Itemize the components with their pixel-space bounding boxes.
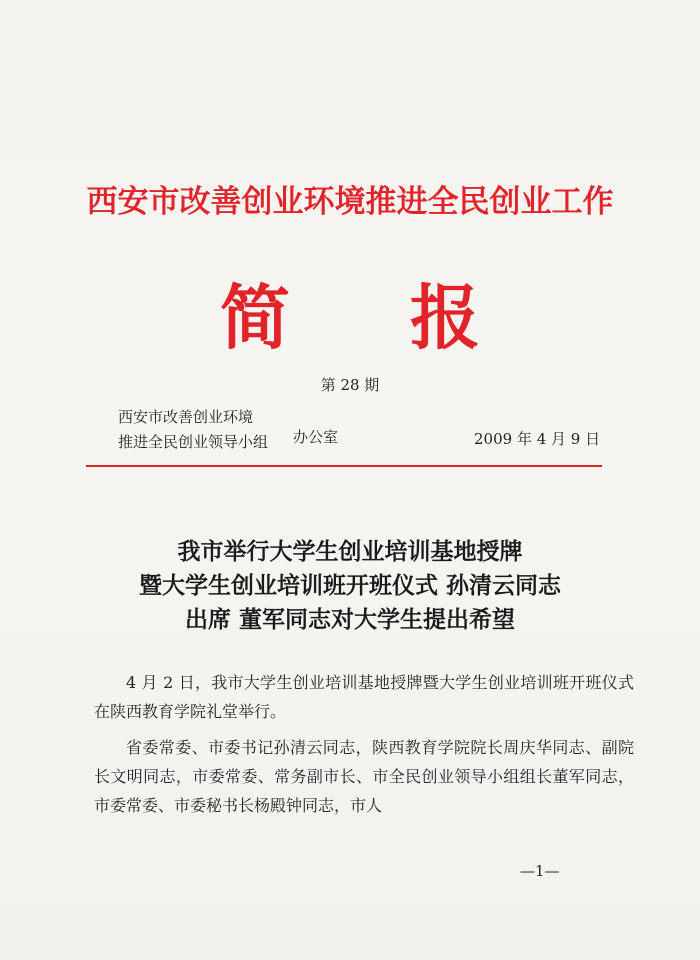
issue-number: 第 28 期	[320, 376, 380, 394]
headline-line-1: 我市举行大学生创业培训基地授牌	[177, 538, 523, 565]
issue-date: 2009 年 4 月 9 日	[474, 430, 601, 448]
page-number: —1—	[520, 862, 560, 880]
paragraph: 4 月 2 日，我市大学生创业培训基地授牌暨大学生创业培训班开班仪式在陕西教育学院礼堂举行。	[94, 673, 634, 721]
bulletin-big-title	[0, 262, 700, 363]
headline-line-3: 出席 董军同志对大学生提出希望	[184, 606, 515, 633]
big-title-char-1: 简	[220, 276, 290, 359]
big-title-char-2: 报	[410, 276, 480, 359]
org-line-1: 西安市改善创业环境	[118, 408, 254, 426]
header-divider	[86, 465, 602, 467]
issuing-organization	[118, 405, 268, 455]
article-headline	[0, 535, 700, 637]
article-body	[94, 668, 634, 827]
office-label: 办公室	[293, 428, 339, 446]
headline-line-2: 暨大学生创业培训班开班仪式 孙清云同志	[138, 572, 561, 599]
paragraph: 省委常委、市委书记孙清云同志，陕西教育学院院长周庆华同志、副院长文明同志，市委常委、常务副市长、市全民创业领导小组组长董军同志，市委常委、市委秘书长杨殿钟同志，市人	[94, 738, 634, 815]
org-line-2: 推进全民创业领导小组	[118, 433, 269, 451]
bulletin-header-title: 西安市改善创业环境推进全民创业工作	[86, 184, 614, 220]
